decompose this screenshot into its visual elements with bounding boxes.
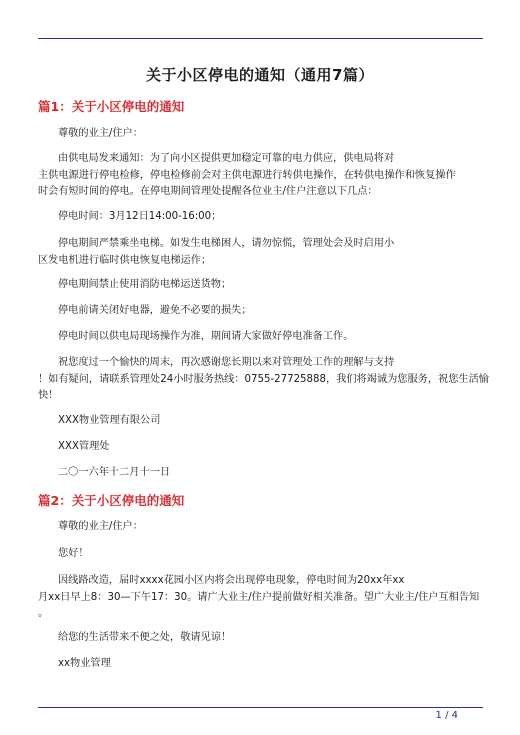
signature-property: xx物业管理 [58,658,111,669]
page-number: 1 / 4 [435,710,458,721]
paragraph-elevator: 停电期间严禁乘坐电梯。如发生电梯困人，请勿惊慌，管理处会及时启用小 区发电机进行临时供电恢复电梯运作； [38,238,395,266]
footer-rule [38,707,483,708]
document-title: 关于小区停电的通知（通用7篇） [146,66,374,84]
paragraph-time: 停电时间：3月12日14:00-16:00； [58,211,222,222]
paragraph-appliances: 停电前请关闭好电器，避免不必要的损失； [58,305,252,316]
paragraph-salutation: 尊敬的业主/住户： [58,128,143,139]
paragraph-apology: 给您的生活带来不便之处，敬请见谅！ [58,632,232,643]
signature-company: XXX物业管理有限公司 [58,415,161,426]
paragraph-notice: 由供电局发来通知：为了向小区提供更加稳定可靠的电力供应，供电局将对 主供电源进行停电检修，停电检修前会对主供电源进行转供电操作，在转供电操作和恢复操作 时会有短时间的停电。在停电期间管理处提醒各位业主/住户注意以下几点： [38,153,456,197]
paragraph-outage-notice: 因线路改造，届时xxxx花园小区内将会出现停电现象，停电时间为20xx年xx 月xx日早上8：30—下午17：30。请广大业主/住户提前做好相关准备。望广大业主/住户互相告知 。 [38,575,480,619]
paragraph-thanks: 祝您度过一个愉快的周末，再次感谢您长期以来对管理处工作的理解与支持 ！如有疑问，请联系管理处24小时服务热线：0755-27725888，我们将竭诚为您服务，祝您生活愉 快！ [38,357,489,401]
signature-office: XXX管理处 [58,441,110,452]
header-rule [38,38,483,39]
section-heading-1: 篇1：关于小区停电的通知 [38,99,185,114]
paragraph-fire-elevator: 停电期间禁止使用消防电梯运送货物； [58,279,232,290]
signature-date: 二〇一六年十二月十一日 [58,467,171,478]
section-heading-2: 篇2：关于小区停电的通知 [38,493,185,508]
paragraph-salutation-2: 尊敬的业主/住户： [58,521,143,532]
paragraph-operation: 停电时间以供电局现场操作为准，期间请大家做好停电准备工作。 [58,331,354,342]
paragraph-greeting: 您好！ [58,548,89,559]
